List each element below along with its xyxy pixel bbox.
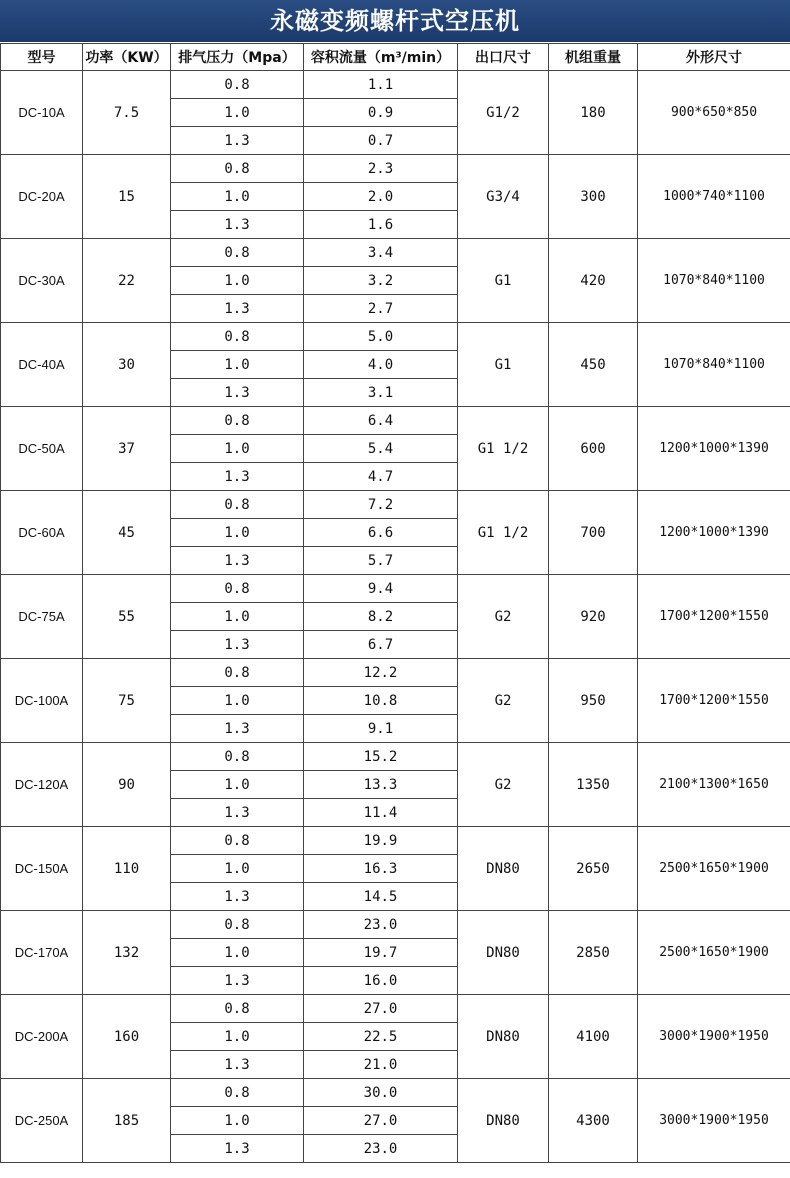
- flow-cell: 15.2: [304, 743, 458, 771]
- model-cell: DC-20A: [1, 155, 83, 239]
- model-cell: DC-250A: [1, 1079, 83, 1163]
- outlet-cell: G1 1/2: [458, 491, 549, 575]
- table-row: [1, 239, 790, 267]
- flow-cell: 8.2: [304, 603, 458, 631]
- flow-cell: 19.9: [304, 827, 458, 855]
- table-row: [1, 71, 790, 99]
- pressure-cell: 1.0: [171, 99, 304, 127]
- model-cell: DC-200A: [1, 995, 83, 1079]
- pressure-cell: 0.8: [171, 659, 304, 687]
- flow-cell: 6.4: [304, 407, 458, 435]
- pressure-cell: 1.0: [171, 687, 304, 715]
- dimensions-cell: 1070*840*1100: [638, 323, 790, 407]
- flow-cell: 2.3: [304, 155, 458, 183]
- flow-cell: 22.5: [304, 1023, 458, 1051]
- dimensions-cell: 3000*1900*1950: [638, 1079, 790, 1163]
- dimensions-cell: 1000*740*1100: [638, 155, 790, 239]
- table-row: [1, 407, 790, 435]
- table-row: [1, 1079, 790, 1107]
- spec-table: [0, 43, 790, 1163]
- weight-cell: 600: [549, 407, 638, 491]
- pressure-cell: 1.0: [171, 435, 304, 463]
- outlet-cell: G1 1/2: [458, 407, 549, 491]
- pressure-cell: 0.8: [171, 827, 304, 855]
- dimensions-cell: 2500*1650*1900: [638, 827, 790, 911]
- flow-cell: 12.2: [304, 659, 458, 687]
- weight-cell: 1350: [549, 743, 638, 827]
- pressure-cell: 1.3: [171, 379, 304, 407]
- dimensions-cell: 1700*1200*1550: [638, 659, 790, 743]
- pressure-cell: 1.0: [171, 519, 304, 547]
- model-cell: DC-30A: [1, 239, 83, 323]
- weight-cell: 420: [549, 239, 638, 323]
- power-cell: 45: [83, 491, 171, 575]
- dimensions-cell: 1200*1000*1390: [638, 491, 790, 575]
- power-cell: 30: [83, 323, 171, 407]
- flow-cell: 14.5: [304, 883, 458, 911]
- dimensions-cell: 1700*1200*1550: [638, 575, 790, 659]
- power-cell: 160: [83, 995, 171, 1079]
- pressure-cell: 1.3: [171, 631, 304, 659]
- weight-cell: 450: [549, 323, 638, 407]
- model-cell: DC-170A: [1, 911, 83, 995]
- outlet-cell: G1/2: [458, 71, 549, 155]
- power-cell: 185: [83, 1079, 171, 1163]
- table-row: [1, 827, 790, 855]
- model-cell: DC-40A: [1, 323, 83, 407]
- flow-cell: 0.7: [304, 127, 458, 155]
- weight-cell: 4100: [549, 995, 638, 1079]
- pressure-cell: 1.0: [171, 1107, 304, 1135]
- flow-cell: 3.4: [304, 239, 458, 267]
- pressure-cell: 0.8: [171, 407, 304, 435]
- model-cell: DC-10A: [1, 71, 83, 155]
- weight-cell: 180: [549, 71, 638, 155]
- pressure-cell: 1.3: [171, 127, 304, 155]
- flow-cell: 2.0: [304, 183, 458, 211]
- dimensions-cell: 2100*1300*1650: [638, 743, 790, 827]
- dimensions-cell: 1200*1000*1390: [638, 407, 790, 491]
- outlet-cell: DN80: [458, 1079, 549, 1163]
- power-cell: 37: [83, 407, 171, 491]
- power-cell: 90: [83, 743, 171, 827]
- table-row: [1, 995, 790, 1023]
- flow-cell: 7.2: [304, 491, 458, 519]
- flow-cell: 1.1: [304, 71, 458, 99]
- weight-cell: 300: [549, 155, 638, 239]
- flow-cell: 11.4: [304, 799, 458, 827]
- power-cell: 75: [83, 659, 171, 743]
- pressure-cell: 0.8: [171, 743, 304, 771]
- flow-cell: 2.7: [304, 295, 458, 323]
- dimensions-cell: 900*650*850: [638, 71, 790, 155]
- header-power: 功率（KW）: [83, 44, 171, 71]
- pressure-cell: 1.3: [171, 547, 304, 575]
- model-cell: DC-60A: [1, 491, 83, 575]
- pressure-cell: 1.3: [171, 883, 304, 911]
- flow-cell: 4.7: [304, 463, 458, 491]
- weight-cell: 920: [549, 575, 638, 659]
- power-cell: 132: [83, 911, 171, 995]
- header-outlet: 出口尺寸: [458, 44, 549, 71]
- flow-cell: 13.3: [304, 771, 458, 799]
- pressure-cell: 0.8: [171, 911, 304, 939]
- weight-cell: 2650: [549, 827, 638, 911]
- flow-cell: 23.0: [304, 1135, 458, 1163]
- flow-cell: 30.0: [304, 1079, 458, 1107]
- model-cell: DC-100A: [1, 659, 83, 743]
- pressure-cell: 0.8: [171, 491, 304, 519]
- table-row: [1, 743, 790, 771]
- pressure-cell: 1.3: [171, 715, 304, 743]
- table-row: [1, 575, 790, 603]
- pressure-cell: 1.0: [171, 939, 304, 967]
- outlet-cell: DN80: [458, 827, 549, 911]
- pressure-cell: 1.3: [171, 211, 304, 239]
- pressure-cell: 0.8: [171, 575, 304, 603]
- flow-cell: 3.2: [304, 267, 458, 295]
- model-cell: DC-50A: [1, 407, 83, 491]
- pressure-cell: 1.0: [171, 267, 304, 295]
- flow-cell: 1.6: [304, 211, 458, 239]
- outlet-cell: G1: [458, 323, 549, 407]
- flow-cell: 5.0: [304, 323, 458, 351]
- flow-cell: 6.6: [304, 519, 458, 547]
- pressure-cell: 0.8: [171, 995, 304, 1023]
- weight-cell: 4300: [549, 1079, 638, 1163]
- model-cell: DC-120A: [1, 743, 83, 827]
- pressure-cell: 1.3: [171, 1135, 304, 1163]
- model-cell: DC-75A: [1, 575, 83, 659]
- model-cell: DC-150A: [1, 827, 83, 911]
- table-row: [1, 323, 790, 351]
- pressure-cell: 1.3: [171, 799, 304, 827]
- table-row: [1, 491, 790, 519]
- flow-cell: 19.7: [304, 939, 458, 967]
- flow-cell: 6.7: [304, 631, 458, 659]
- dimensions-cell: 1070*840*1100: [638, 239, 790, 323]
- pressure-cell: 1.3: [171, 1051, 304, 1079]
- pressure-cell: 1.0: [171, 603, 304, 631]
- pressure-cell: 0.8: [171, 71, 304, 99]
- flow-cell: 5.4: [304, 435, 458, 463]
- dimensions-cell: 3000*1900*1950: [638, 995, 790, 1079]
- header-pressure: 排气压力（Mpa）: [171, 44, 304, 71]
- power-cell: 22: [83, 239, 171, 323]
- power-cell: 110: [83, 827, 171, 911]
- pressure-cell: 1.0: [171, 771, 304, 799]
- pressure-cell: 1.0: [171, 855, 304, 883]
- flow-cell: 3.1: [304, 379, 458, 407]
- flow-cell: 16.0: [304, 967, 458, 995]
- pressure-cell: 1.3: [171, 463, 304, 491]
- pressure-cell: 0.8: [171, 323, 304, 351]
- header-row: [1, 44, 790, 71]
- header-model: 型号: [1, 44, 83, 71]
- outlet-cell: G2: [458, 575, 549, 659]
- flow-cell: 9.4: [304, 575, 458, 603]
- weight-cell: 700: [549, 491, 638, 575]
- pressure-cell: 1.0: [171, 1023, 304, 1051]
- flow-cell: 16.3: [304, 855, 458, 883]
- header-flow: 容积流量（m³/min）: [304, 44, 458, 71]
- power-cell: 55: [83, 575, 171, 659]
- flow-cell: 21.0: [304, 1051, 458, 1079]
- table-row: [1, 155, 790, 183]
- outlet-cell: G3/4: [458, 155, 549, 239]
- flow-cell: 27.0: [304, 1107, 458, 1135]
- flow-cell: 9.1: [304, 715, 458, 743]
- power-cell: 7.5: [83, 71, 171, 155]
- header-weight: 机组重量: [549, 44, 638, 71]
- outlet-cell: G2: [458, 659, 549, 743]
- header-dimensions: 外形尺寸: [638, 44, 790, 71]
- outlet-cell: DN80: [458, 995, 549, 1079]
- pressure-cell: 0.8: [171, 155, 304, 183]
- page-title: 永磁变频螺杆式空压机: [0, 0, 790, 42]
- pressure-cell: 1.3: [171, 295, 304, 323]
- flow-cell: 0.9: [304, 99, 458, 127]
- flow-cell: 10.8: [304, 687, 458, 715]
- table-row: [1, 659, 790, 687]
- pressure-cell: 1.0: [171, 183, 304, 211]
- dimensions-cell: 2500*1650*1900: [638, 911, 790, 995]
- pressure-cell: 0.8: [171, 1079, 304, 1107]
- outlet-cell: G1: [458, 239, 549, 323]
- weight-cell: 2850: [549, 911, 638, 995]
- power-cell: 15: [83, 155, 171, 239]
- outlet-cell: DN80: [458, 911, 549, 995]
- table-row: [1, 911, 790, 939]
- flow-cell: 27.0: [304, 995, 458, 1023]
- spec-table-body: [1, 71, 790, 1163]
- outlet-cell: G2: [458, 743, 549, 827]
- pressure-cell: 1.0: [171, 351, 304, 379]
- flow-cell: 4.0: [304, 351, 458, 379]
- flow-cell: 5.7: [304, 547, 458, 575]
- weight-cell: 950: [549, 659, 638, 743]
- flow-cell: 23.0: [304, 911, 458, 939]
- pressure-cell: 1.3: [171, 967, 304, 995]
- pressure-cell: 0.8: [171, 239, 304, 267]
